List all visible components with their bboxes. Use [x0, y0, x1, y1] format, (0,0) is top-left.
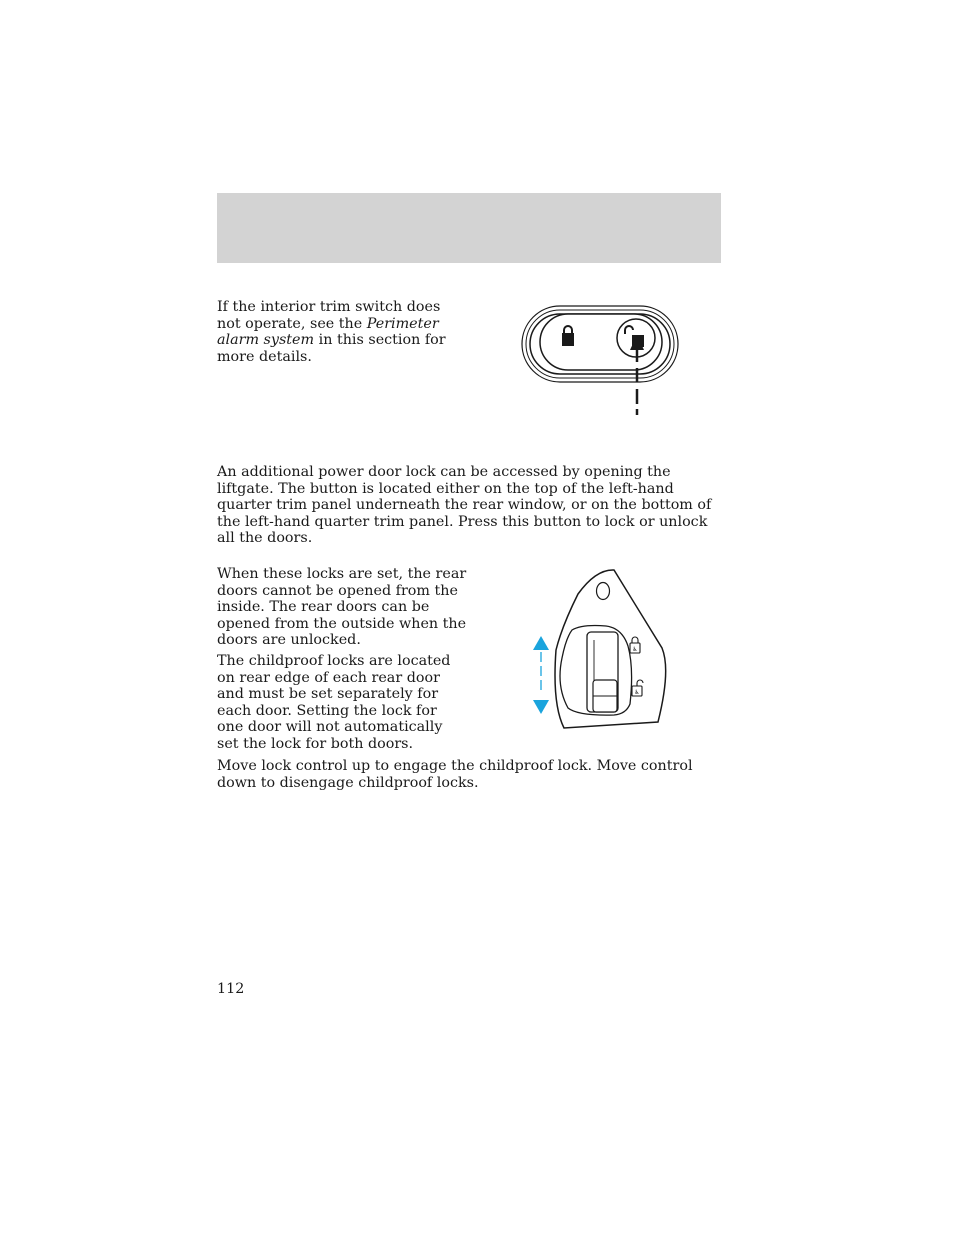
double-arrow-icon	[533, 636, 549, 714]
trim-switch-paragraph	[217, 299, 467, 365]
arrow-up-icon	[630, 335, 644, 415]
trim-switch-text-before: If the interior trim switch does not operate, see the	[217, 299, 441, 332]
page-number: 112	[217, 981, 245, 997]
childproof-lock-figure	[526, 566, 674, 732]
unlock-icon	[632, 680, 643, 696]
trim-switch-text-after: in this section for more details.	[217, 332, 446, 365]
perimeter-alarm-reference[interactable]: Perimeter alarm system	[217, 315, 439, 348]
door-lock-switch-figure	[518, 298, 682, 418]
svg-text:♿: ♿	[634, 689, 640, 696]
svg-text:♿: ♿	[632, 646, 638, 653]
childproof-paragraph-3: Move lock control up to engage the childproof lock. Move control down to disengage childproof locks.	[217, 758, 693, 791]
lock-icon	[630, 637, 640, 653]
section-header-band	[217, 193, 721, 263]
childproof-paragraph-2: The childproof locks are located on rear edge of each rear door and must be set separately for each door. Setting the lock for one door will not automatically set the lock for both doors.	[217, 653, 451, 752]
liftgate-paragraph: An additional power door lock can be accessed by opening the liftgate. The button is located either on the top of the left-hand quarter trim panel underneath the rear window, or on the bottom of the left-hand quarter trim panel. Press this button to lock or unlock all the doors.	[217, 464, 712, 546]
childproof-paragraph-1: When these locks are set, the rear doors cannot be opened from the inside. The rear doors can be opened from the outside when the doors are unlocked.	[217, 566, 467, 648]
